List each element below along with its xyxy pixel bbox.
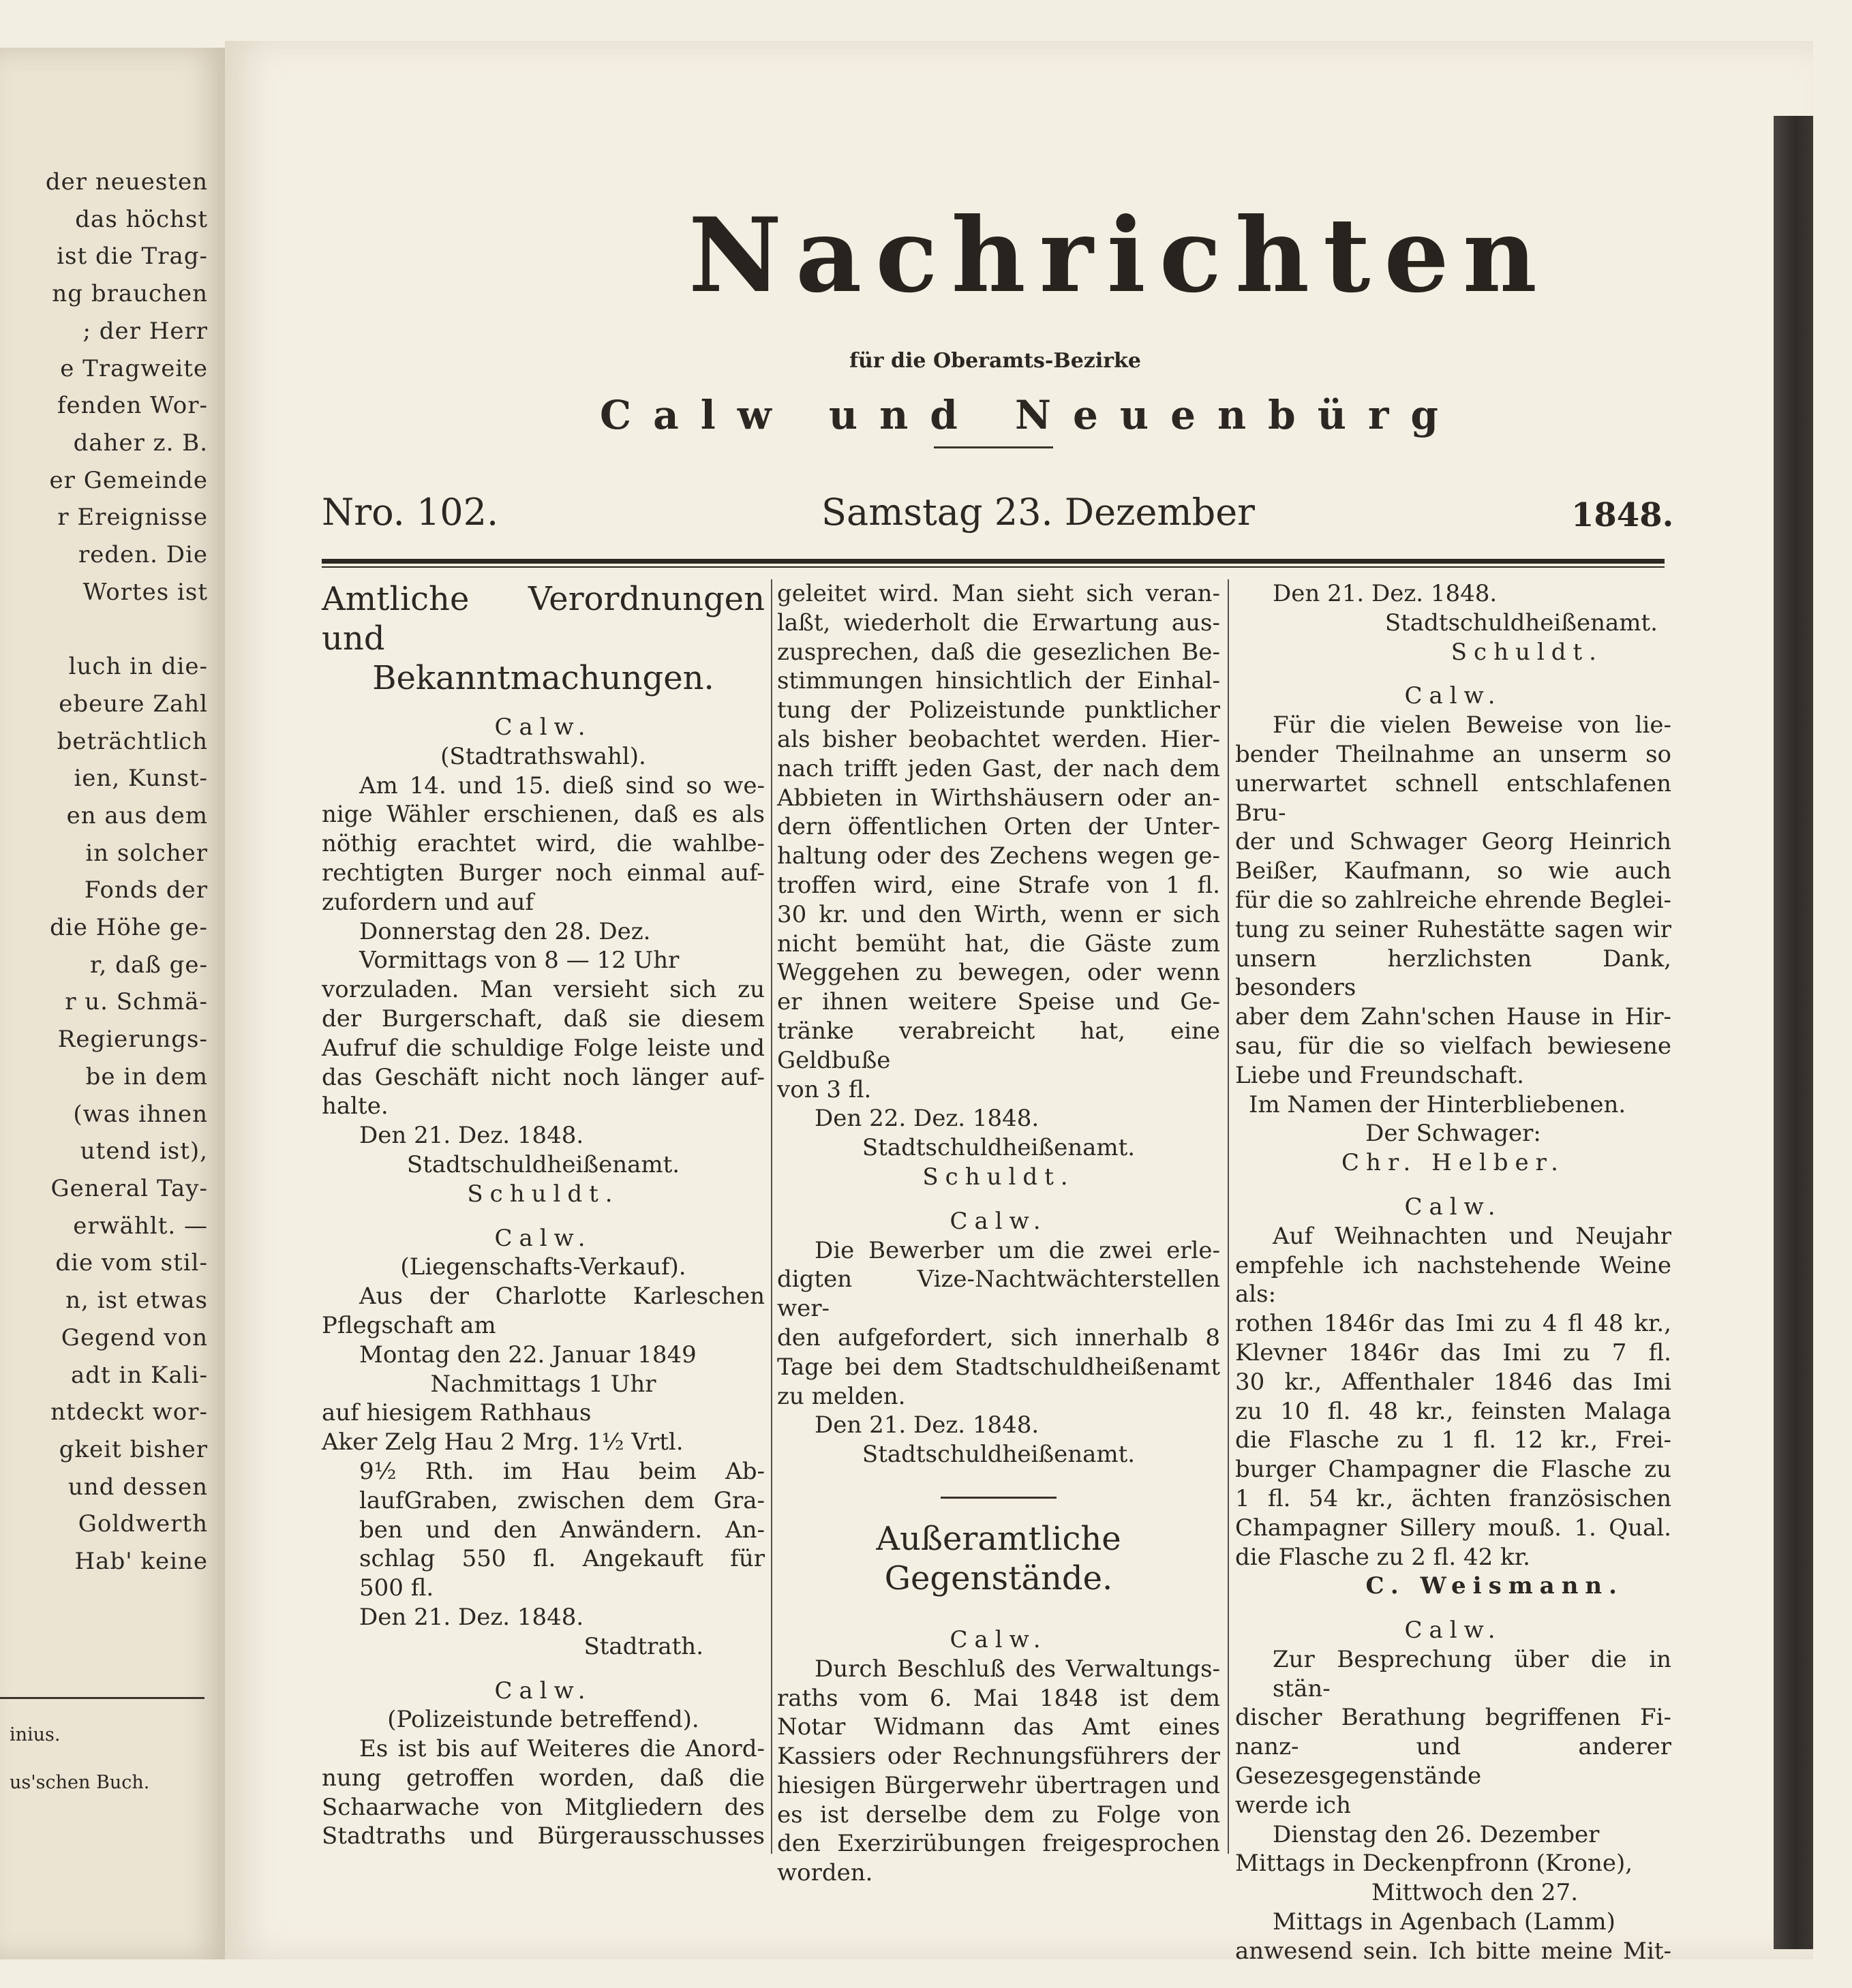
text-line: Klevner 1846r das Imi zu 7 fl. xyxy=(1235,1339,1671,1366)
notice-topic: (Polizeistunde betreffend). xyxy=(387,1706,699,1734)
left-line: in solcher xyxy=(85,839,208,867)
text-line: Schaarwache von Mitgliedern des xyxy=(322,1793,765,1821)
left-footer-line: us'schen Buch. xyxy=(10,1772,150,1793)
left-line: der neuesten xyxy=(45,168,208,196)
text-line: hiesigen Bürgerwehr übertragen und xyxy=(777,1771,1220,1799)
notice-place: Calw. xyxy=(1404,1193,1502,1221)
book-binding xyxy=(1774,116,1813,1949)
text-line: unerwartet schnell entschlafenen Bru- xyxy=(1235,769,1671,827)
text-line: zufordern und auf xyxy=(322,888,534,916)
left-line: erwählt. — xyxy=(73,1212,208,1240)
left-line: Wortes ist xyxy=(82,578,208,606)
issue-number: Nro. 102. xyxy=(322,491,499,534)
notice-place: Calw. xyxy=(494,1677,592,1704)
left-footer-line: inius. xyxy=(10,1724,61,1745)
newspaper-subtitle: für die Oberamts-Bezirke xyxy=(849,349,1141,373)
text-line: aber dem Zahn'schen Hause in Hir- xyxy=(1235,1003,1671,1031)
text-line: troffen wird, eine Strafe von 1 fl. xyxy=(777,871,1220,899)
text-line: der und Schwager Georg Heinrich xyxy=(1235,828,1671,856)
text-line: Nachmittags 1 Uhr xyxy=(430,1370,656,1398)
text-line: Aus der Charlotte Karleschen xyxy=(359,1283,765,1311)
text-line: empfehle ich nachstehende Weine als: xyxy=(1235,1251,1671,1309)
text-line: 1 fl. 54 kr., ächten französischen xyxy=(1235,1484,1671,1512)
text-line: unsern herzlichsten Dank, besonders xyxy=(1235,945,1671,1002)
column-3 xyxy=(1235,579,1671,1965)
text-line: Pflegschaft am xyxy=(322,1311,496,1339)
text-line: nung getroffen worden, daß die xyxy=(322,1764,765,1792)
text-line: discher Berathung begriffenen Fi- xyxy=(1235,1704,1671,1732)
notice-place: Calw. xyxy=(1404,1617,1502,1645)
left-page-text xyxy=(0,164,208,1580)
text-line: tung der Polizeistunde punktlicher xyxy=(777,697,1220,724)
notice-office: Stadtrath. xyxy=(583,1632,703,1660)
notice-signature: Chr. Helber. xyxy=(1341,1149,1565,1177)
notice-signature: Der Schwager: xyxy=(1365,1120,1541,1148)
text-line: tung zu seiner Ruhestätte sagen wir xyxy=(1235,915,1671,943)
notice-place: Calw. xyxy=(1404,682,1502,710)
text-line: zusprechen, daß die gesezlichen Be- xyxy=(777,638,1220,666)
text-line: Aker Zelg Hau 2 Mrg. 1½ Vrtl. xyxy=(322,1428,684,1456)
text-line: Abbieten in Wirthshäusern oder an- xyxy=(777,784,1220,812)
text-line: nicht bemüht hat, die Gäste zum xyxy=(777,930,1220,958)
text-line: nige Wähler erschienen, daß es als xyxy=(322,801,765,829)
left-line: die vom stil- xyxy=(55,1249,208,1277)
text-line: tränke verabreicht hat, eine Geldbuße xyxy=(777,1017,1220,1074)
newspaper-title: Nachrichten xyxy=(688,196,1551,316)
left-line: ntdeckt wor- xyxy=(50,1398,208,1426)
text-line: vorzuladen. Man versieht sich zu xyxy=(322,976,765,1004)
notice-place: Calw. xyxy=(494,714,592,741)
text-line: Champagner Sillery mouß. 1. Qual. xyxy=(1235,1514,1671,1542)
text-line: Mittags in Agenbach (Lamm) xyxy=(1273,1908,1615,1936)
text-line: der Burgerschaft, daß sie diesem xyxy=(322,1005,765,1033)
notice-office: Stadtschuldheißenamt. xyxy=(1384,609,1658,637)
column-divider xyxy=(1228,579,1229,1854)
section-heading: Amtliche Verordnungen und xyxy=(322,580,765,658)
left-line: be in dem xyxy=(85,1062,208,1090)
section-heading: Außeramtliche Gegenstände. xyxy=(876,1519,1121,1597)
left-page-rule xyxy=(0,1697,204,1699)
left-line: en aus dem xyxy=(66,801,208,829)
text-line: Am 14. und 15. dieß sind so we- xyxy=(359,771,765,799)
text-line: Montag den 22. Januar 1849 xyxy=(359,1341,697,1368)
text-line: Kassiers oder Rechnungsführers der xyxy=(777,1743,1220,1771)
left-line xyxy=(0,611,208,648)
text-line: Die Bewerber um die zwei erle- xyxy=(815,1236,1220,1264)
notice-topic: (Liegenschafts-Verkauf). xyxy=(400,1253,686,1281)
text-line: werde ich xyxy=(1235,1791,1351,1819)
left-line: gkeit bisher xyxy=(59,1435,208,1463)
left-line: ; der Herr xyxy=(82,317,208,345)
text-line: Dienstag den 26. Dezember xyxy=(1273,1820,1600,1848)
text-line: laufGraben, zwischen dem Gra- xyxy=(359,1486,765,1514)
issue-year: 1848. xyxy=(1571,496,1674,534)
text-line: raths vom 6. Mai 1848 ist dem xyxy=(777,1684,1220,1712)
left-line: n, ist etwas xyxy=(65,1287,208,1315)
section-rule xyxy=(941,1497,1057,1499)
notice-place: Calw. xyxy=(494,1224,592,1252)
text-line: dern öffentlichen Orten der Unter- xyxy=(777,813,1220,841)
text-line: nöthig erachtet wird, die wahlbe- xyxy=(322,830,765,858)
text-line: Zur Besprechung über die in stän- xyxy=(1273,1645,1671,1702)
text-line: Vormittags von 8 — 12 Uhr xyxy=(359,947,680,975)
text-line: von 3 fl. xyxy=(777,1075,872,1103)
notice-office: Stadtschuldheißenamt. xyxy=(406,1150,680,1178)
text-line: rechtigten Burger noch einmal auf- xyxy=(322,859,765,887)
left-line: r u. Schmä- xyxy=(65,988,208,1016)
left-line: beträchtlich xyxy=(57,727,208,755)
left-line: ebeure Zahl xyxy=(59,690,208,718)
text-line: zu melden. xyxy=(777,1382,906,1410)
notice-signature: Schuldt. xyxy=(1451,638,1603,666)
text-line: digten Vize-Nachtwächterstellen wer- xyxy=(777,1266,1220,1323)
text-line: rothen 1846r das Imi zu 4 fl 48 kr., xyxy=(1235,1310,1671,1338)
text-line: für die so zahlreiche ehrende Beglei- xyxy=(1235,886,1671,914)
header-rule-thin xyxy=(322,566,1665,568)
left-line: ng brauchen xyxy=(52,280,208,308)
notice-date: Den 21. Dez. 1848. xyxy=(1273,580,1498,607)
text-line: Weggehen zu bewegen, oder wenn xyxy=(777,959,1220,987)
left-line: e Tragweite xyxy=(60,354,208,382)
left-line: Regierungs- xyxy=(57,1026,208,1054)
left-line: Fonds der xyxy=(84,876,208,904)
text-line: ben und den Anwändern. An- xyxy=(359,1516,765,1544)
text-line: laßt, wiederholt die Erwartung aus- xyxy=(777,609,1220,637)
text-line: er ihnen weitere Speise und Ge- xyxy=(777,988,1220,1016)
left-page-fragment xyxy=(0,48,226,1959)
text-line: haltung oder des Zechens wegen ge- xyxy=(777,842,1220,870)
text-line: Im Namen der Hinterbliebenen. xyxy=(1249,1090,1626,1118)
header-rule-thick xyxy=(322,559,1665,564)
text-line: 500 fl. xyxy=(359,1574,434,1602)
masthead-rule xyxy=(934,446,1053,448)
left-line: ist die Trag- xyxy=(57,243,208,271)
text-line: es ist derselbe dem zu Folge von xyxy=(777,1801,1220,1829)
text-line: 30 kr. und den Wirth, wenn er sich xyxy=(777,900,1220,928)
left-line: Gegend von xyxy=(61,1324,208,1351)
notice-date: Den 22. Dez. 1848. xyxy=(815,1105,1039,1133)
column-1 xyxy=(322,579,765,1854)
section-heading: Bekanntmachungen. xyxy=(372,659,714,697)
issue-date: Samstag 23. Dezember xyxy=(821,491,1255,534)
text-line: die Flasche zu 1 fl. 12 kr., Frei- xyxy=(1235,1426,1671,1454)
left-line: r Ereignisse xyxy=(57,504,208,532)
text-line: den aufgefordert, sich innerhalb 8 xyxy=(777,1324,1220,1351)
left-line: adt in Kali- xyxy=(71,1361,208,1389)
text-line: 9½ Rth. im Hau beim Ab- xyxy=(359,1457,765,1485)
notice-topic: (Stadtrathswahl). xyxy=(440,742,646,770)
notice-signature: Schuldt. xyxy=(922,1163,1075,1191)
text-line: Für die vielen Beweise von lie- xyxy=(1273,712,1671,739)
text-line: geleitet wird. Man sieht sich veran- xyxy=(777,580,1220,607)
left-line: reden. Die xyxy=(78,541,208,569)
left-line: und dessen xyxy=(67,1473,208,1501)
text-line: 30 kr., Affenthaler 1846 das Imi xyxy=(1235,1368,1671,1396)
text-line: auf hiesigem Rathhaus xyxy=(322,1399,592,1427)
text-line: als bisher beobachtet werden. Hier- xyxy=(777,725,1220,753)
notice-signature: C. Weismann. xyxy=(1365,1572,1624,1600)
left-line: General Tay- xyxy=(50,1174,208,1202)
left-line: ien, Kunst- xyxy=(74,765,208,793)
text-line: halte. xyxy=(322,1092,389,1120)
text-line: nach trifft jeden Gast, der nach dem xyxy=(777,754,1220,782)
text-line: die Flasche zu 2 fl. 42 kr. xyxy=(1235,1543,1530,1571)
text-line: Stadtraths und Bürgerausschusses xyxy=(322,1822,765,1850)
left-line: Goldwerth xyxy=(78,1510,208,1538)
text-line: den Exerzirübungen freigesprochen xyxy=(777,1830,1220,1858)
left-line: er Gemeinde xyxy=(49,466,208,494)
notice-place: Calw. xyxy=(950,1207,1048,1235)
text-line: anwesend sein. Ich bitte meine Mit- xyxy=(1235,1937,1671,1965)
text-line: Donnerstag den 28. Dez. xyxy=(359,917,651,945)
text-line: Tage bei dem Stadtschuldheißenamt xyxy=(777,1353,1220,1381)
text-line: nanz- und anderer Gesezesgegenstände xyxy=(1235,1733,1671,1790)
newspaper-districts: Calw und Neuenbürg xyxy=(600,392,1460,438)
text-line: Liebe und Freundschaft. xyxy=(1235,1061,1524,1089)
left-line: luch in die- xyxy=(68,653,208,681)
text-line: burger Champagner die Flasche zu xyxy=(1235,1456,1671,1484)
notice-date: Den 21. Dez. 1848. xyxy=(359,1603,584,1631)
text-line: Es ist bis auf Weiteres die Anord- xyxy=(359,1735,765,1763)
text-line: Auf Weihnachten und Neujahr xyxy=(1273,1222,1671,1250)
left-line: Hab' keine xyxy=(74,1548,208,1576)
column-2 xyxy=(777,579,1220,1887)
notice-signature: Schuldt. xyxy=(467,1180,620,1208)
text-line: Notar Widmann das Amt eines xyxy=(777,1713,1220,1741)
text-line: Beißer, Kaufmann, so wie auch xyxy=(1235,857,1671,885)
left-line: r, daß ge- xyxy=(89,951,208,979)
notice-place: Calw. xyxy=(950,1625,1048,1653)
text-line: worden. xyxy=(777,1859,873,1887)
left-line: utend ist), xyxy=(80,1137,208,1165)
notice-date: Den 21. Dez. 1848. xyxy=(815,1411,1039,1439)
text-line: bender Theilnahme an unserm so xyxy=(1235,740,1671,768)
text-line: Mittwoch den 27. xyxy=(1371,1879,1578,1907)
text-line: Aufruf die schuldige Folge leiste und xyxy=(322,1034,765,1062)
left-line: das höchst xyxy=(75,205,208,233)
left-line: daher z. B. xyxy=(73,429,208,457)
left-line: fenden Wor- xyxy=(57,392,208,420)
text-line: zu 10 fl. 48 kr., feinsten Malaga xyxy=(1235,1397,1671,1425)
notice-office: Stadtschuldheißenamt. xyxy=(862,1441,1136,1469)
column-divider xyxy=(771,579,772,1854)
text-line: Mittags in Deckenpfronn (Krone), xyxy=(1235,1850,1633,1878)
left-line: (was ihnen xyxy=(73,1100,208,1128)
text-line: Durch Beschluß des Verwaltungs- xyxy=(815,1655,1220,1683)
text-line: das Geschäft nicht noch länger auf- xyxy=(322,1063,765,1091)
text-line: schlag 550 fl. Angekauft für xyxy=(359,1545,765,1573)
notice-office: Stadtschuldheißenamt. xyxy=(862,1134,1136,1162)
text-line: sau, für die so vielfach bewiesene xyxy=(1235,1032,1671,1060)
left-line: die Höhe ge- xyxy=(50,914,208,942)
notice-date: Den 21. Dez. 1848. xyxy=(359,1122,584,1150)
text-line: stimmungen hinsichtlich der Einhal- xyxy=(777,667,1220,695)
